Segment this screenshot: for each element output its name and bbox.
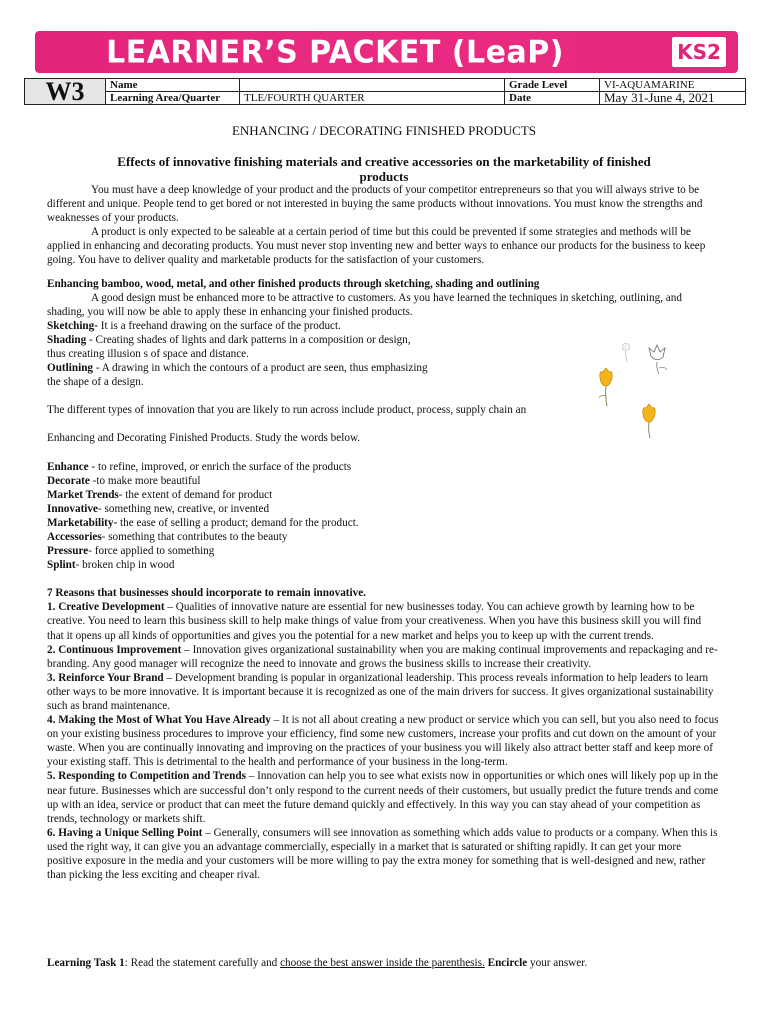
glossary-def: - broken chip in wood <box>75 559 175 572</box>
week-label: W3 <box>25 79 106 105</box>
glossary-list <box>47 460 719 573</box>
reason-item <box>47 769 719 825</box>
task-text: : Read the statement carefully and <box>124 957 281 969</box>
task-text-end: your answer. <box>527 957 588 969</box>
glossary-item <box>47 530 719 544</box>
reason-text: – Innovation can help you to see what exists now in opportunities or which ones will likely pop up in the near future. Businesses which are successful don’t only respond to the current needs of their customers, but usually predict the future trends and come up with an idea, service or product that can meet the future demand quickly and effectively. In this way you can stay ahead of your competition as trends, technology or markets shift. <box>47 770 719 825</box>
sketching-term: Sketching- <box>47 319 98 332</box>
section-heading-enhancing: Enhancing bamboo, wood, metal, and other finished products through sketching, shading and outlining <box>47 277 540 290</box>
glossary-term: Innovative <box>47 502 98 515</box>
reason-text: – Qualities of innovative nature are essential for new businesses today. You can achieve growth by learning how to be creative. You need to learn this business skill to help make things of value from your creativeness. When you have this business skill you will find that it opens up all kinds of opportunities and gives you the potential for a new market and helps you to keep up with the current trends. <box>47 601 702 642</box>
glossary-def: - something new, creative, or invented <box>97 502 270 515</box>
glossary-def: -to make more beautiful <box>89 474 201 487</box>
intro-paragraph-1: You must have a deep knowledge of your product and the products of your competitor entrepreneurs so that you will always strive to be different and unique. People tend to get bored or not interested in buying the same products without innovations. You must know the strengths and weaknesses of your products. <box>47 184 703 225</box>
outlining-term: Outlining <box>47 362 94 375</box>
reasons-list <box>47 600 719 882</box>
glossary-term: Pressure <box>47 545 89 558</box>
sketching-text: It is a freehand drawing on the surface of the product. <box>97 319 341 332</box>
reason-title: 4. Making the Most of What You Have Already <box>47 714 271 727</box>
ks2-badge: KS2 <box>672 37 726 67</box>
reason-item <box>47 671 719 713</box>
task-label: Learning Task 1 <box>47 957 125 969</box>
outlining-definition-cont: the shape of a design. <box>47 376 144 389</box>
reason-text: – Innovation gives organizational sustainability when you are making continual improvements and repackaging and re-branding. Any good manager will recognize the need to innovate and grows the business skills to increase their creativity. <box>47 643 718 670</box>
reason-title: 1. Creative Development <box>47 601 165 614</box>
reason-title: 3. Reinforce Your Brand <box>47 671 164 684</box>
innovation-types-line: The different types of innovation that you are likely to run across include product, process, supply chain an <box>47 404 527 417</box>
learning-task-instruction <box>47 957 747 969</box>
shading-definition-cont: thus creating illusion s of space and distance. <box>47 348 249 361</box>
glossary-def: the ease of selling a product; demand for the product. <box>117 516 359 529</box>
reason-item <box>47 713 719 769</box>
glossary-def: - force applied to something <box>88 545 215 558</box>
study-words-line: Enhancing and Decorating Finished Products. Study the words below. <box>47 432 361 445</box>
section-paragraph: A good design must be enhanced more to be attractive to customers. As you have learned the techniques in sketching, outlining, and shading, you will now be able to apply these in enhancing your finished products. <box>47 291 682 318</box>
glossary-term: Market Trends <box>47 488 119 501</box>
header-banner <box>35 31 738 73</box>
page-subtitle: Effects of innovative finishing materials and creative accessories on the marketability of finished products <box>117 154 651 184</box>
glossary-term: Enhance <box>47 460 89 473</box>
reason-text: – Development branding is popular in organizational leadership. This process reveals information to help leaders to learn other ways to be more innovative. It is important because it is recognized as one of the main drivers for success. It gives organizational sustainability such as brand maintenance. <box>47 671 714 712</box>
outlining-text: - A drawing in which the contours of a product are seen, thus emphasizing <box>93 362 428 375</box>
reason-title: 6. Having a Unique Selling Point <box>47 826 203 839</box>
reason-item <box>47 826 719 882</box>
page-title: ENHANCING / DECORATING FINISHED PRODUCTS <box>231 123 537 138</box>
learning-area-label: Learning Area/Quarter <box>106 92 240 105</box>
shading-text: - Creating shades of lights and dark patterns in a composition or design, <box>86 333 411 346</box>
reasons-heading: 7 Reasons that businesses should incorporate to remain innovative. <box>47 587 366 600</box>
glossary-term: Splint <box>47 559 76 572</box>
grade-level-value: VI-AQUAMARINE <box>600 79 746 92</box>
glossary-item <box>47 516 719 530</box>
glossary-item <box>47 488 719 502</box>
glossary-term: Accessories <box>47 530 102 543</box>
info-table <box>24 78 746 105</box>
glossary-def: - the extent of demand for product <box>118 488 273 501</box>
glossary-item <box>47 558 719 572</box>
date-value: May 31-June 4, 2021 <box>600 92 746 105</box>
reason-title: 5. Responding to Competition and Trends <box>47 770 246 783</box>
tulip-illustration <box>593 334 689 440</box>
reason-text: – Generally, consumers will see innovation as something which adds value to products or a company. When this is used the right way, it can give you an advantage commercially, especially in a market that is saturated or shifting rapidly. It can get your more positive exposure in the media and your customers will be more willing to pay the extra money for something that is well-designed and new, rather than picking the less exciting and cheaper rival. <box>47 826 718 882</box>
reason-item <box>47 643 719 671</box>
grade-level-label: Grade Level <box>505 79 600 92</box>
name-label: Name <box>106 79 240 92</box>
reason-item <box>47 600 719 642</box>
learning-area-value: TLE/FOURTH QUARTER <box>240 92 505 105</box>
packet-title: LEARNER’S PACKET (LeaP) <box>106 33 564 71</box>
task-underlined: choose the best answer inside the parenthesis. <box>280 957 485 969</box>
date-label: Date <box>505 92 600 105</box>
intro-paragraph-2: A product is only expected to be saleable at a certain period of time but this could be prevented if some strategies and methods will be applied in enhancing and decorating products. You must never stop inventing new and better ways to enhance our products for the business to keep going. You have to deliver quality and marketable products for the satisfaction of your customers. <box>47 226 706 267</box>
glossary-item <box>47 474 719 488</box>
reason-text: – It is not all about creating a new product or service which you can sell, but you also need to focus on your existing business procedures to improve your efficiency, find some new customers, increase your profits and cut down on the amount of your waste. When you are continually innovating and improving on the practices of your business you will likely also attract better staff and keep more of your existing staff. This is detrimental to the health and performance of your business in the long-term. <box>47 714 719 769</box>
glossary-term: Marketability- <box>47 516 118 529</box>
glossary-item <box>47 460 719 474</box>
packet-content <box>47 183 719 882</box>
glossary-def: - something that contributes to the beauty <box>101 530 288 543</box>
sketching-definition <box>47 319 719 333</box>
reason-title: 2. Continuous Improvement <box>47 643 182 656</box>
task-encircle: Encircle <box>484 957 528 969</box>
glossary-item <box>47 502 719 516</box>
shading-term: Shading <box>47 333 87 346</box>
name-field[interactable] <box>240 79 505 92</box>
glossary-def: - to refine, improved, or enrich the surface of the products <box>88 460 352 473</box>
glossary-item <box>47 544 719 558</box>
glossary-term: Decorate <box>47 474 90 487</box>
